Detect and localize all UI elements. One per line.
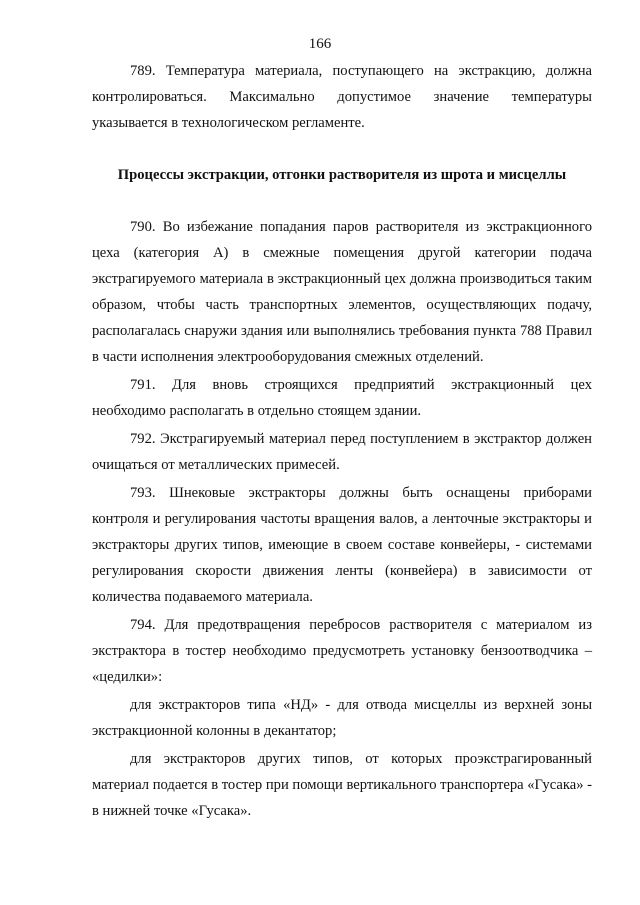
paragraph-793: 793. Шнековые экстракторы должны быть оснащены приборами контроля и регулирования частоты вращения валов, а ленточные экстракторы и экстракторы других типов, имеющие в своем составе конвейеры, - системами регулирования скорости движения ленты (конвейера) в зависимости от количества подаваемого материала. (92, 485, 592, 605)
paragraph-794-item-nd: для экстракторов типа «НД» - для отвода мисцеллы из верхней зоны экстракционной колонны в декантатор; (92, 697, 592, 739)
paragraph-792: 792. Экстрагируемый материал перед поступлением в экстрактор должен очищаться от металлических примесей. (92, 431, 592, 473)
paragraph-794-item-other: для экстракторов других типов, от которых проэкстрагированный материал подается в тостер при помощи вертикального транспортера «Гусака» - в нижней точке «Гусака». (92, 751, 593, 819)
paragraph-794: 794. Для предотвращения перебросов растворителя с материалом из экстрактора в тостер необходимо предусмотреть установку бензоотводчика – «цедилки»: (92, 617, 592, 685)
paragraph-791: 791. Для вновь строящихся предприятий экстракционный цех необходимо располагать в отдельно стоящем здании. (92, 377, 592, 419)
paragraph-790: 790. Во избежание попадания паров растворителя из экстракционного цеха (категория А) в смежные помещения другой категории подача экстрагируемого материала в экстракционный цех должна производиться таким образом, чтобы часть транспортных элементов, осуществляющих подачу, располагалась снаружи здания или выполнялись требования пункта 788 Правил в части исполнения электрооборудования смежных отделений. (92, 219, 592, 365)
paragraph-789: 789. Температура материала, поступающего на экстракцию, должна контролироваться. Максимально допустимое значение температуры указывается в технологическом регламенте. (92, 63, 592, 131)
page-number: 166 (308, 36, 332, 52)
document-body (92, 58, 592, 824)
section-heading: Процессы экстракции, отгонки растворителя из шрота и мисцеллы (117, 167, 567, 183)
